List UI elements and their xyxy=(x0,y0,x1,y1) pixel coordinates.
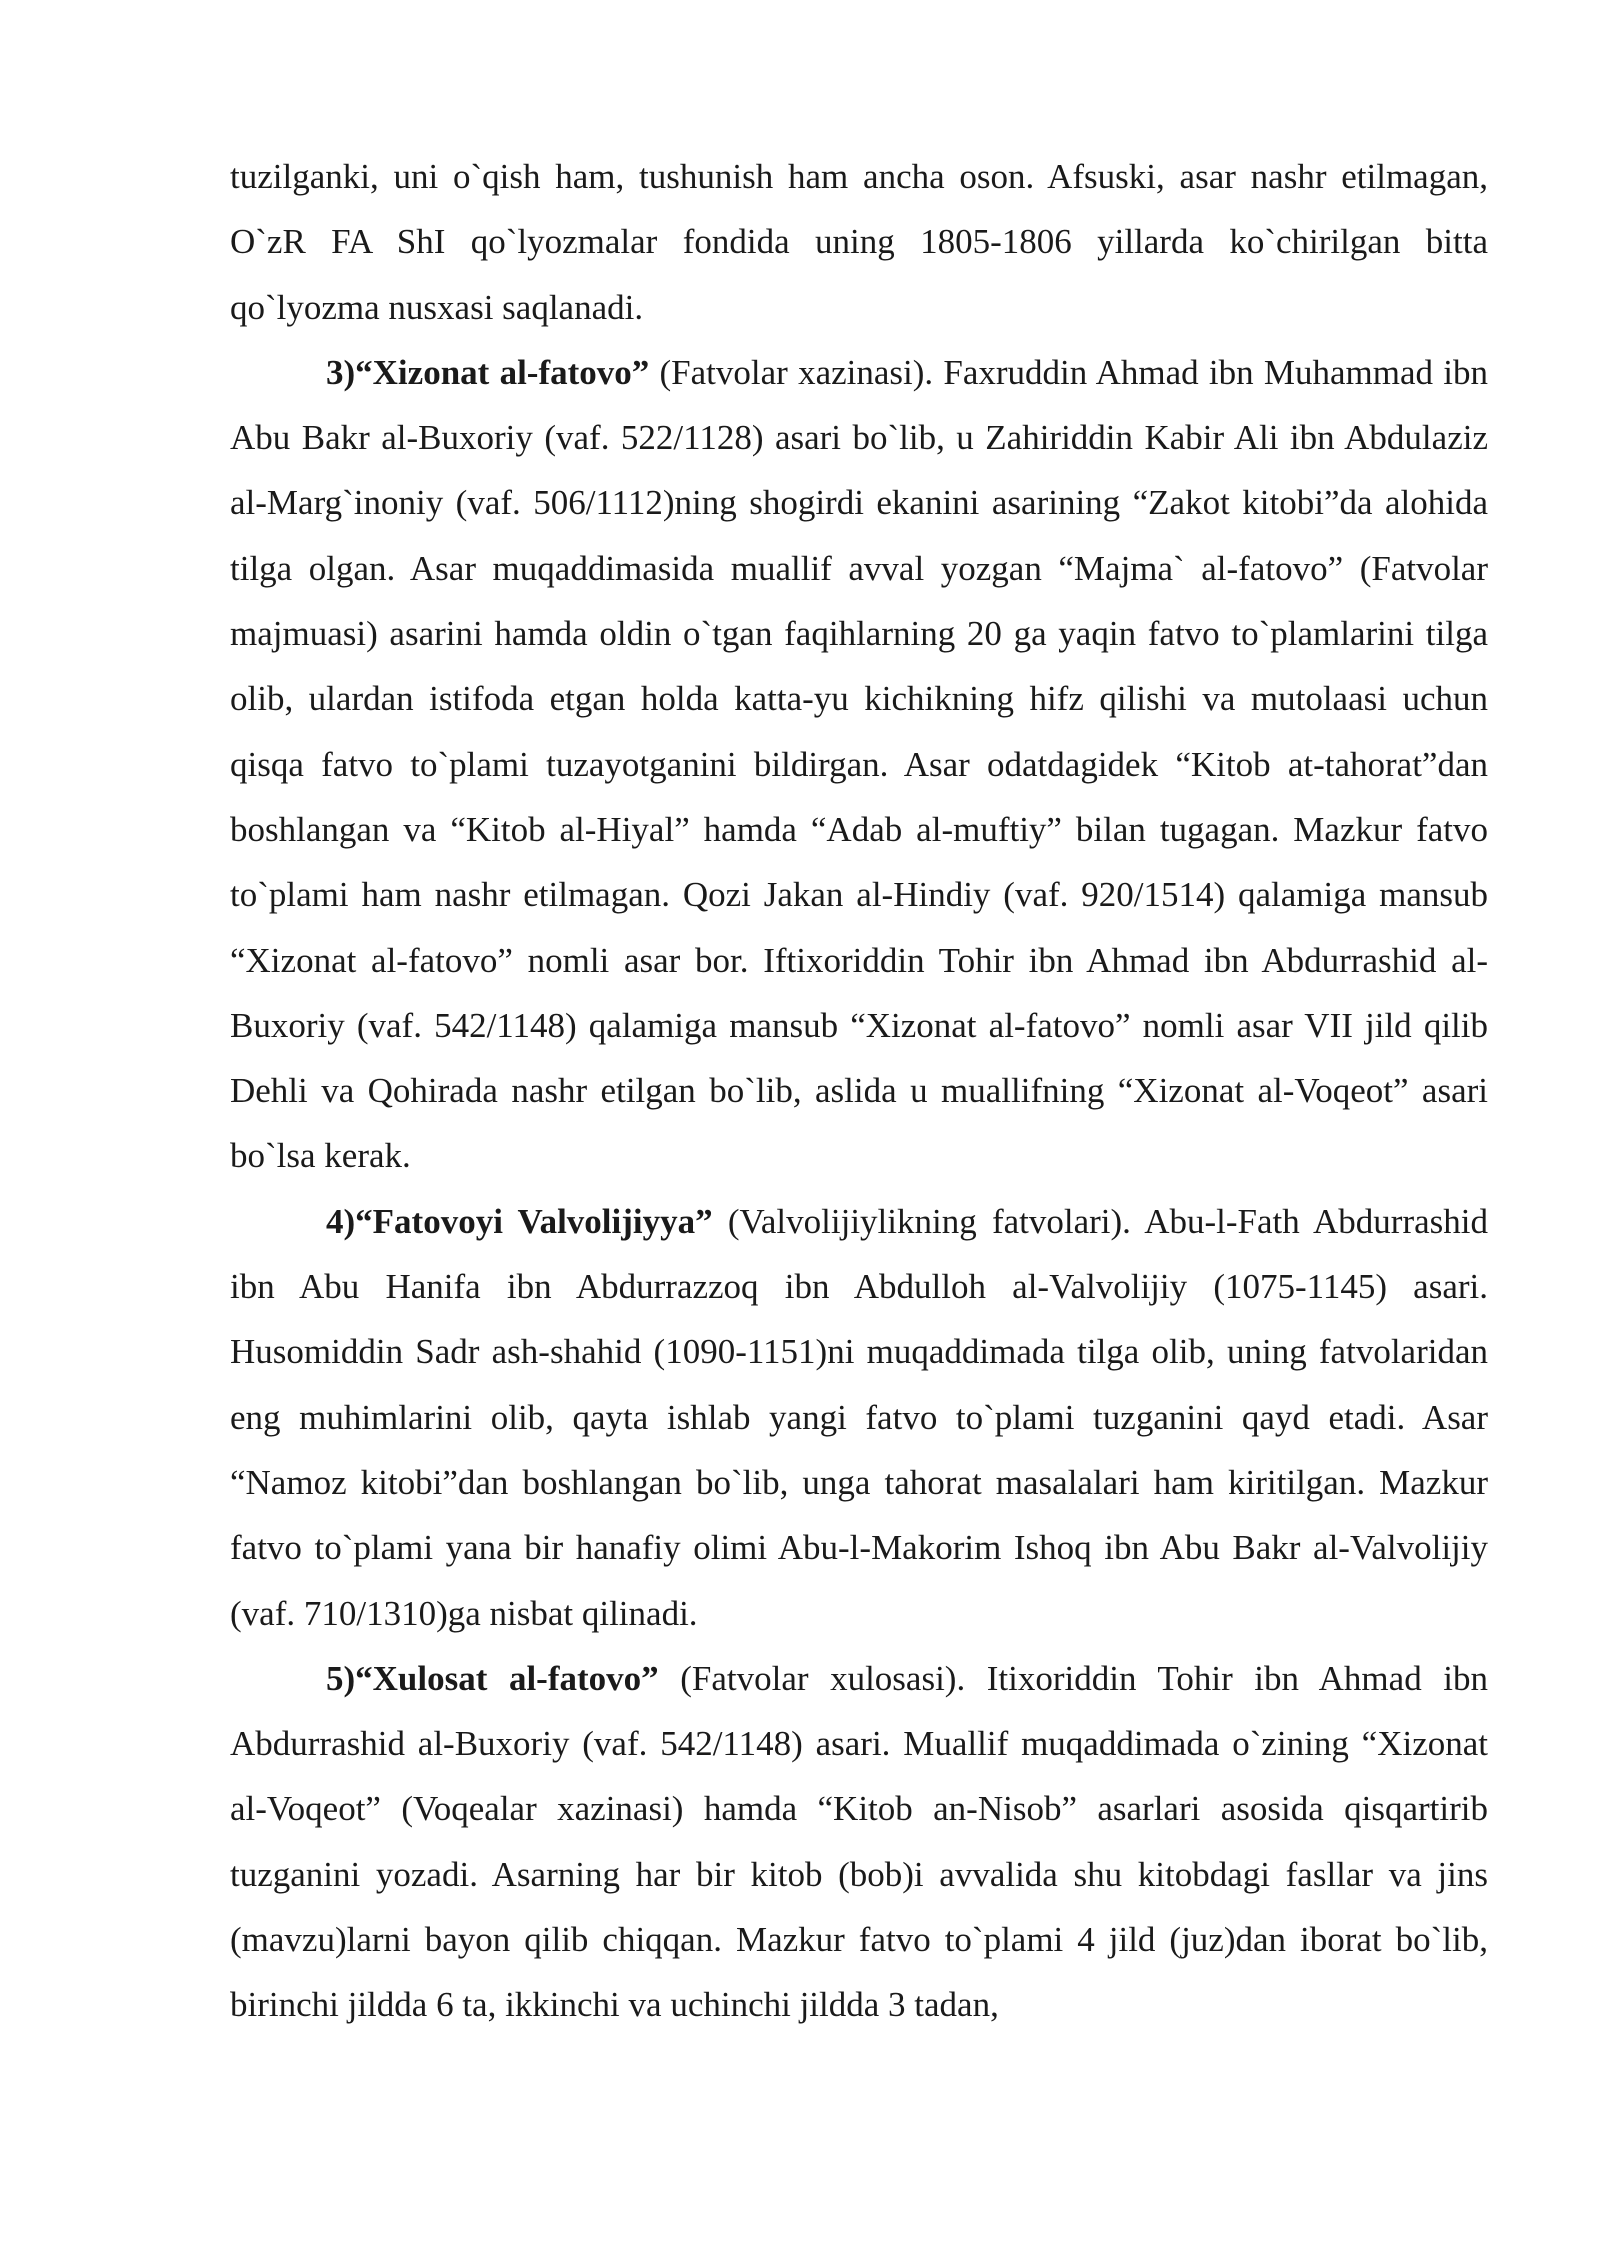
section-heading: 3)“Xizonat al-fatovo” xyxy=(326,352,650,392)
paragraph-text: (Fatvolar xulosasi). Itixoriddin Tohir ibn Ahmad ibn Abdurrashid al-Buxoriy (vaf. 542/1148) asari. Muallif muqaddimada o`zining “Xizonat al-Voqeot” (Voqealar xazinasi) hamda “Kitob an-Nisob” asarlari asosida qisqartirib tuzganini yozadi. Asarning har bir kitob (bob)i avvalida shu kitobdagi fasllar va jins (mavzu)larni bayon qilib chiqqan. Mazkur fatvo to`plami 4 jild (juz)dan iborat bo`lib, birinchi jildda 6 ta, ikkinchi va uchinchi jildda 3 tadan, xyxy=(230,1658,1488,2025)
section-heading: 5)“Xulosat al-fatovo” xyxy=(326,1658,659,1698)
paragraph-text: (Valvolijiylikning fatvolari). Abu-l-Fath Abdurrashid ibn Abu Hanifa ibn Abdurrazzoq ibn Abdulloh al-Valvolijiy (1075-1145) asari. Husomiddin Sadr ash-shahid (1090-1151)ni muqaddimada tilga olib, uning fatvolaridan eng muhimlarini olib, qayta ishlab yangi fatvo to`plami tuzganini qayd etadi. Asar “Namoz kitobi”dan boshlangan bo`lib, unga tahorat masalalari ham kiritilgan. Mazkur fatvo to`plami yana bir hanafiy olimi Abu-l-Makorim Ishoq ibn Abu Bakr al-Valvolijiy (vaf. 710/1310)ga nisbat qilinadi. xyxy=(230,1201,1488,1633)
paragraph-fatovoyi-valvolijiyya xyxy=(230,1189,1488,1646)
paragraph-xulosat-al-fatovo xyxy=(230,1646,1488,2038)
paragraph-continuation xyxy=(230,144,1488,340)
section-heading: 4)“Fatovoyi Valvolijiyya” xyxy=(326,1201,713,1241)
body-text xyxy=(230,144,1488,2038)
paragraph-text: tuzilganki, uni o`qish ham, tushunish ham ancha oson. Afsuski, asar nashr etilmagan, O`zR FA ShI qo`lyozmalar fondida uning 1805-1806 yillarda ko`chirilgan bitta qo`lyozma nusxasi saqlanadi. xyxy=(230,157,1488,327)
paragraph-text: (Fatvolar xazinasi). Faxruddin Ahmad ibn Muhammad ibn Abu Bakr al-Buxoriy (vaf. 522/1128) asari bo`lib, u Zahiriddin Kabir Ali ibn Abdulaziz al-Marg`inoniy (vaf. 506/1112)ning shogirdi ekanini asarining “Zakot kitobi”da alohida tilga olgan. Asar muqaddimasida muallif avval yozgan “Majma` al-fatovo” (Fatvolar majmuasi) asarini hamda oldin o`tgan faqihlarning 20 ga yaqin fatvo to`plamlarini tilga olib, ulardan istifoda etgan holda katta-yu kichikning hifz qilishi va mutolaasi uchun qisqa fatvo to`plami tuzayotganini bildirgan. Asar odatdagidek “Kitob at-tahorat”dan boshlangan va “Kitob al-Hiyal” hamda “Adab al-muftiy” bilan tugagan. Mazkur fatvo to`plami ham nashr etilmagan. Qozi Jakan al-Hindiy (vaf. 920/1514) qalamiga mansub “Xizonat al-fatovo” nomli asar bor. Iftixoriddin Tohir ibn Ahmad ibn Abdurrashid al-Buxoriy (vaf. 542/1148) qalamiga mansub “Xizonat al-fatovo” nomli asar VII jild qilib Dehli va Qohirada nashr etilgan bo`lib, aslida u muallifning “Xizonat al-Voqeot” asari bo`lsa kerak. xyxy=(230,352,1488,1176)
paragraph-xizonat-al-fatovo xyxy=(230,340,1488,1189)
